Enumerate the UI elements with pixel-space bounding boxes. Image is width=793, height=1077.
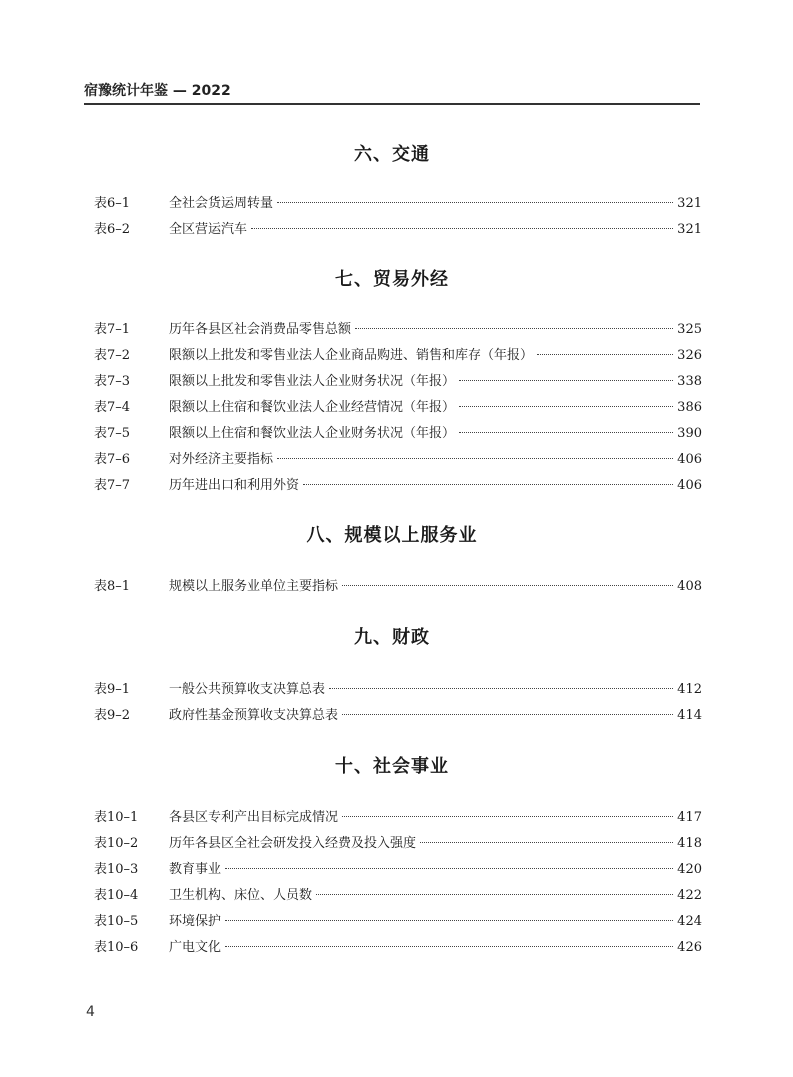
dot-leader — [537, 354, 673, 355]
dot-leader — [342, 585, 673, 586]
dot-leader — [459, 406, 673, 407]
table-number: 表7–2 — [94, 348, 131, 363]
page-ref: 414 — [677, 708, 702, 723]
entry-title: 限额以上住宿和餐饮业法人企业经营情况（年报） — [169, 400, 456, 415]
toc-entry[interactable] — [94, 704, 702, 726]
entry-title: 卫生机构、床位、人员数 — [169, 888, 313, 903]
table-number: 表9–1 — [94, 682, 131, 697]
page-ref: 426 — [677, 940, 702, 955]
page-number: 4 — [86, 1004, 95, 1020]
table-number: 表10–1 — [94, 810, 139, 825]
section-title-social: 十、社会事业 — [335, 756, 449, 777]
running-head: 宿豫统计年鉴 — 2022 — [84, 80, 700, 105]
entry-title: 对外经济主要指标 — [169, 452, 274, 467]
toc-entry[interactable] — [94, 344, 702, 366]
page-ref: 338 — [677, 374, 702, 389]
entry-title: 各县区专利产出目标完成情况 — [169, 810, 339, 825]
toc-entry[interactable] — [94, 318, 702, 340]
page-ref: 321 — [677, 222, 702, 237]
page-ref: 422 — [677, 888, 702, 903]
entry-title: 广电文化 — [169, 940, 222, 955]
toc-entry[interactable] — [94, 936, 702, 958]
toc-entry[interactable] — [94, 910, 702, 932]
dot-leader — [251, 228, 673, 229]
toc-entry[interactable] — [94, 884, 702, 906]
dot-leader — [355, 328, 673, 329]
toc-entry[interactable] — [94, 370, 702, 392]
dot-leader — [225, 868, 673, 869]
table-number: 表10–4 — [94, 888, 139, 903]
table-number: 表10–3 — [94, 862, 139, 877]
entry-title: 限额以上批发和零售业法人企业财务状况（年报） — [169, 374, 456, 389]
table-number: 表7–4 — [94, 400, 131, 415]
entry-title: 规模以上服务业单位主要指标 — [169, 579, 339, 594]
section-title-transport: 六、交通 — [354, 144, 430, 165]
dot-leader — [342, 816, 673, 817]
page-ref: 406 — [677, 478, 702, 493]
toc-entry[interactable] — [94, 422, 702, 444]
table-number: 表10–2 — [94, 836, 139, 851]
page-ref: 406 — [677, 452, 702, 467]
toc-entry[interactable] — [94, 832, 702, 854]
entry-title: 一般公共预算收支决算总表 — [169, 682, 326, 697]
entry-title: 全社会货运周转量 — [169, 196, 274, 211]
dot-leader — [329, 688, 673, 689]
page-ref: 390 — [677, 426, 702, 441]
toc-entry[interactable] — [94, 448, 702, 470]
page-ref: 326 — [677, 348, 702, 363]
table-number: 表7–5 — [94, 426, 131, 441]
page-ref: 420 — [677, 862, 702, 877]
dot-leader — [277, 458, 673, 459]
table-number: 表6–2 — [94, 222, 131, 237]
entry-title: 历年各县区社会消费品零售总额 — [169, 322, 352, 337]
entry-title: 限额以上批发和零售业法人企业商品购进、销售和库存（年报） — [169, 348, 534, 363]
table-number: 表7–6 — [94, 452, 131, 467]
page-ref: 408 — [677, 579, 702, 594]
section-title-trade: 七、贸易外经 — [335, 269, 449, 290]
toc-entry[interactable] — [94, 858, 702, 880]
entry-title: 历年进出口和利用外资 — [169, 478, 300, 493]
dot-leader — [225, 920, 673, 921]
section-title-finance: 九、财政 — [354, 627, 430, 648]
entry-title: 政府性基金预算收支决算总表 — [169, 708, 339, 723]
entry-title: 环境保护 — [169, 914, 222, 929]
dot-leader — [420, 842, 673, 843]
toc-entry[interactable] — [94, 396, 702, 418]
table-number: 表10–6 — [94, 940, 139, 955]
toc-entry[interactable] — [94, 575, 702, 597]
entry-title: 全区营运汽车 — [169, 222, 248, 237]
page-ref: 418 — [677, 836, 702, 851]
page-ref: 386 — [677, 400, 702, 415]
toc-entry[interactable] — [94, 192, 702, 214]
dot-leader — [316, 894, 673, 895]
entry-title: 限额以上住宿和餐饮业法人企业财务状况（年报） — [169, 426, 456, 441]
page-ref: 424 — [677, 914, 702, 929]
toc-entry[interactable] — [94, 218, 702, 240]
dot-leader — [459, 380, 673, 381]
page-ref: 412 — [677, 682, 702, 697]
section-title-services: 八、规模以上服务业 — [306, 525, 478, 546]
entry-title: 教育事业 — [169, 862, 222, 877]
dot-leader — [342, 714, 673, 715]
page-ref: 417 — [677, 810, 702, 825]
dot-leader — [225, 946, 673, 947]
table-number: 表7–1 — [94, 322, 131, 337]
page-ref: 325 — [677, 322, 702, 337]
table-number: 表6–1 — [94, 196, 131, 211]
table-number: 表7–3 — [94, 374, 131, 389]
dot-leader — [303, 484, 673, 485]
dot-leader — [459, 432, 673, 433]
table-number: 表7–7 — [94, 478, 131, 493]
page-ref: 321 — [677, 196, 702, 211]
entry-title: 历年各县区全社会研发投入经费及投入强度 — [169, 836, 417, 851]
table-number: 表9–2 — [94, 708, 131, 723]
toc-entry[interactable] — [94, 678, 702, 700]
toc-entry[interactable] — [94, 474, 702, 496]
dot-leader — [277, 202, 673, 203]
table-number: 表8–1 — [94, 579, 131, 594]
toc-entry[interactable] — [94, 806, 702, 828]
table-number: 表10–5 — [94, 914, 139, 929]
